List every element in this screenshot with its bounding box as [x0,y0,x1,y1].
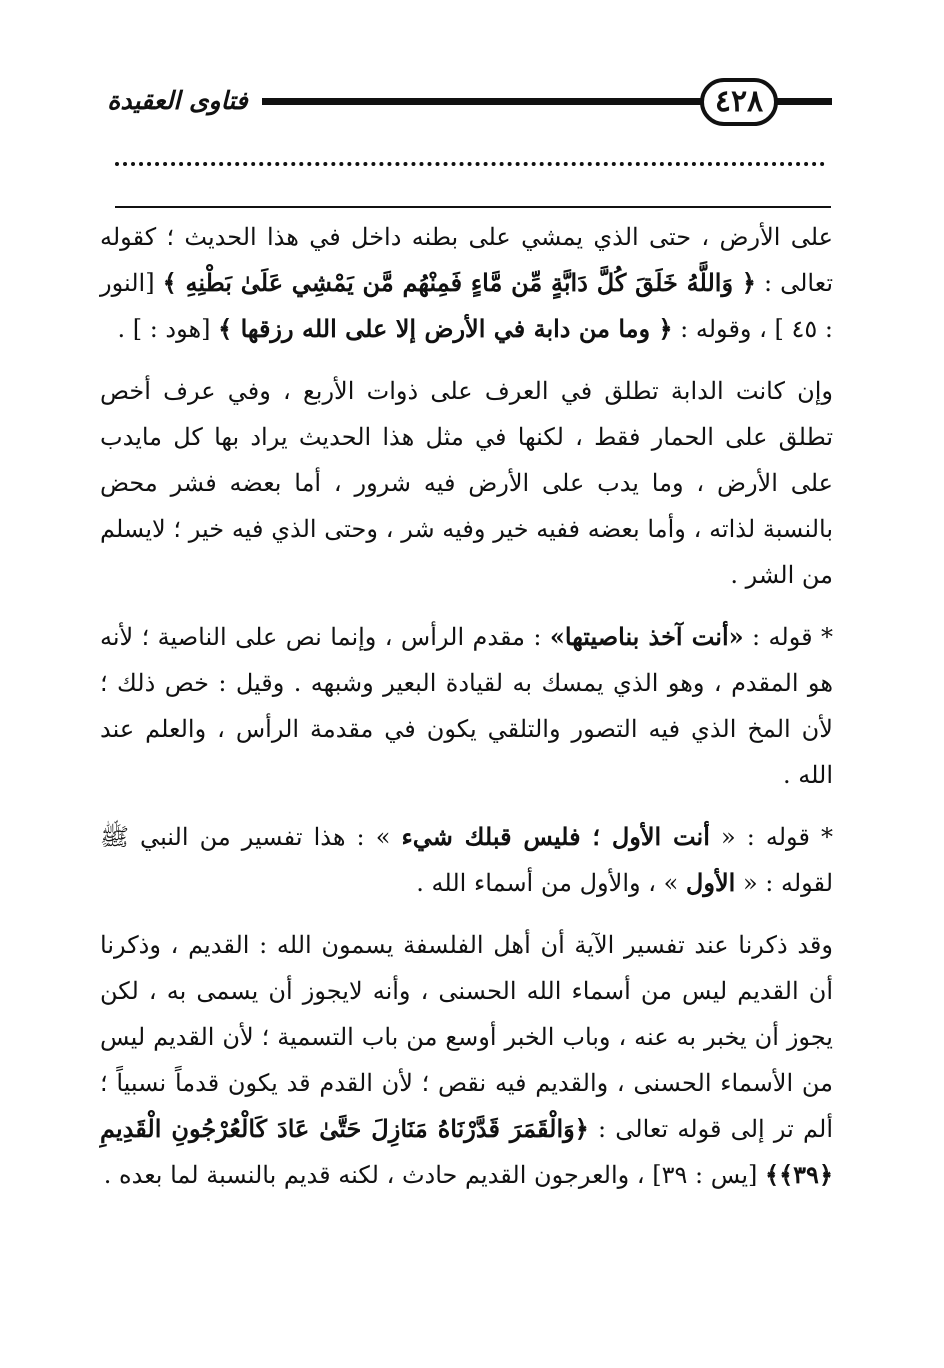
hadith-quote: «أنت آخذ بناصيتها» [549,622,744,651]
book-title: فتاوى العقيدة [107,85,248,115]
paragraph-4 [100,814,833,906]
text: » : هذا تفسير من النبي ﷺ لقوله : « [100,823,833,897]
text: * قوله : « [709,823,833,851]
paragraph-5 [100,922,833,1198]
page-number: ٤٢٨ [700,78,778,126]
dotted-divider [115,162,825,166]
header-rule [262,98,702,105]
page-header [0,0,944,140]
page-body [100,214,833,1214]
paragraph-3 [100,614,833,798]
text: على الأرض ، حتى الذي يمشي على بطنه داخل في هذا الحديث ؛ كقوله تعالى : [100,223,833,297]
text: » ، والأول من أسماء الله . [416,869,679,897]
paragraph-2: وإن كانت الدابة تطلق في العرف على ذوات الأربع ، وفي عرف أخص تطلق على الحمار فقط ، لكنها في مثل هذا الحديث يراد بها كل مايدب على الأرض ، وما يدب على الأرض فيه شرور ، أما بعضه فشر محض بالنسبة لذاته ، وأما بعضه ففيه خير وفيه شر ، وحتى الذي فيه خير ؛ لايسلم من الشر . [100,377,833,589]
text: : مقدم الرأس ، وإنما نص على الناصية ؛ لأنه هو المقدم ، وهو الذي يمسك به لقيادة البعير وشبهه . وقيل : خص ذلك ؛ لأن المخ الذي فيه التصور والتلقي يكون في مقدمة الرأس ، والعلم عند الله . [100,623,833,789]
section-rule [115,206,831,208]
text: [يس : ٣٩] ، والعرجون القديم حادث ، لكنه قديم بالنسبة لما بعده . [103,1161,758,1189]
text: [هود : ] . [117,315,211,343]
text: [النور : ٤٥ ] ، وقوله : [100,269,833,343]
text: * قوله : [743,623,833,651]
hadith-quote: أنت الأول ؛ فليس قبلك شيء [401,822,710,851]
quran-verse: ﴿ وما من دابة في الأرض إلا على الله رزقها ﴾ [218,314,673,343]
quran-verse: ﴿ وَاللَّهُ خَلَقَ كُلَّ دَابَّةٍ مِّن مَّاءٍ فَمِنْهُم مَّن يَمْشِي عَلَىٰ بَطْنِهِ ﴾ [162,268,756,297]
quran-verse: ﴿وَالْقَمَرَ قَدَّرْنَاهُ مَنَازِلَ حَتَّىٰ عَادَ كَالْعُرْجُونِ الْقَدِيمِ ﴿٣٩﴾﴾ [100,1114,833,1189]
text: وقد ذكرنا عند تفسير الآية أن أهل الفلسفة يسمون الله : القديم ، وذكرنا أن القديم ليس من أسماء الله الحسنى ، وأنه لايجوز أن يسمى به ، لكن يجوز أن يخبر به عنه ، وباب الخبر أوسع من باب التسمية ؛ لأن القديم ليس من الأسماء الحسنى ، والقديم فيه نقص ؛ لأن القدم قد يكون قدماً نسبياً ؛ ألم تر إلى قوله تعالى : [100,931,833,1143]
hadith-quote: الأول [685,868,736,897]
paragraph-1 [100,214,833,352]
